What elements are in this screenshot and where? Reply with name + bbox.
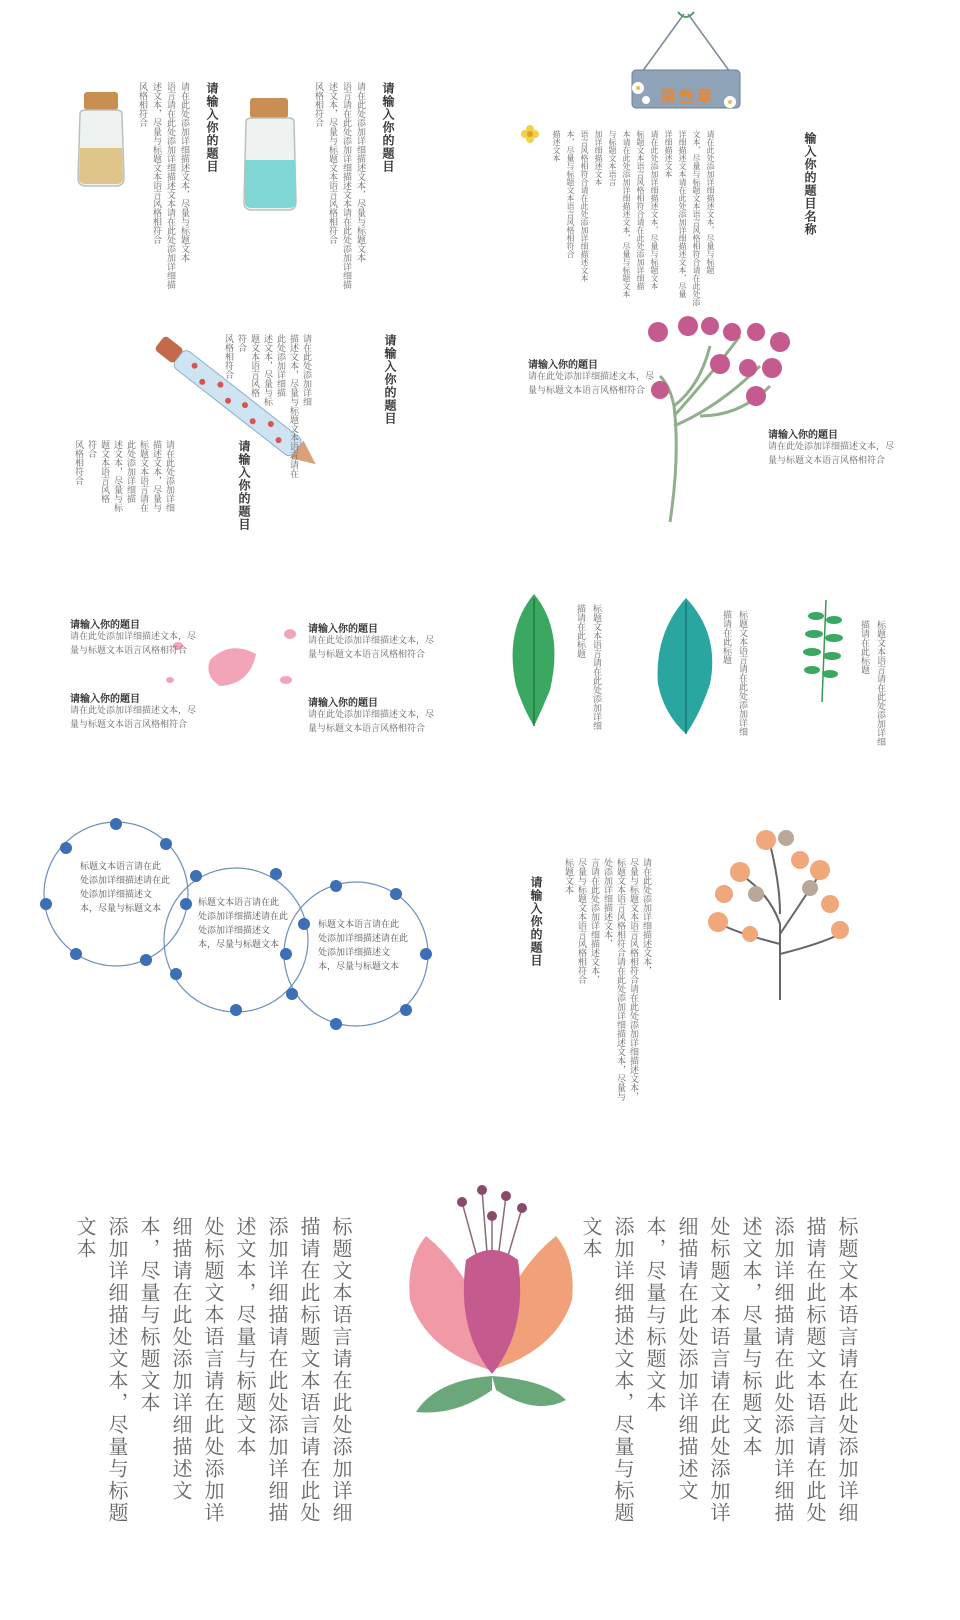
lotus-flower-illustration [396,1180,586,1440]
small-flower-icon [520,124,540,144]
slide-5 [0,580,480,780]
ring-2-line-2: 处添加详细描述请在此 [198,912,289,922]
item-4-line-1: 请在此处添加详细描述文本，尽 [308,710,435,720]
leaf-3-body: 标题文本语言请在此处添加详细 [875,620,885,746]
left-line-5: 处标题文本语言请在此处添加详 [201,1216,225,1524]
s8-line-7: 标题文本 [563,858,573,894]
slide-2 [480,0,960,306]
s2-line-12: 描述文本 [552,130,561,162]
top-block-line-2: 量与标题文本语言风格相符合 [528,386,646,396]
chapter-sign-label: 第叁章 [660,87,715,106]
slide-7 [0,800,480,1040]
s2-line-8: 与标题文本语言 [608,130,617,186]
ring-1-text [80,860,170,916]
bottom-block-line-2: 量与标题文本语言风格相符合 [768,456,886,466]
s3b1-line-2: 描述文本，尽量与标题文本语言请在 [288,334,298,478]
left-line-1: 标题文本语言请在此处添加详细 [329,1216,353,1524]
ring-2-line-1: 标题文本语言请在此 [198,898,280,908]
block-2-line-1: 请在此处添加详细描述文本，尽量与标题文本 [355,82,365,262]
block-2-line-4: 风格相符合 [313,82,323,127]
bottom-block-line-1: 请在此处添加详细描述文本，尽 [768,442,895,452]
ring-1-line-1: 标题文本语言请在此 [80,862,162,872]
slide-3 [0,300,480,550]
ring-1-line-3: 处添加详细描述文 [80,890,153,900]
left-line-2: 描请在此标题文本语言请在此处 [297,1216,321,1524]
block-1-title: 请输入你的题目 [205,82,219,173]
right-line-7: 本，尽量与标题文本 [643,1216,667,1414]
leaf-1-body: 标题文本语言请在此处添加详细 [591,604,601,730]
item-4-title: 请输入你的题目 [308,698,378,709]
gold-bottle-illustration [72,88,132,188]
slide-4 [480,300,960,550]
block-1-title: 请输入你的题目 [383,334,397,425]
block-1-line-1: 请在此处添加详细描述文本，尽量与标题文本 [179,82,189,262]
slide-9 [0,1180,960,1600]
ring-3-text [318,918,408,974]
item-1-line-1: 请在此处添加详细描述文本，尽 [70,632,197,642]
item-2-line-1: 请在此处添加详细描述文本，尽 [308,636,435,646]
block-1-line-2: 语言请在此处添加详细描述文本请在此处添加详细描 [165,82,175,289]
top-block-title: 请输入你的题目 [528,360,598,371]
s3b2-line-2: 描述文本，尽量与 [151,440,161,512]
right-line-8: 添加详细描述文本，尽量与标题 [611,1216,635,1524]
item-3-line-2: 量与标题文本语言风格相符合 [70,720,188,730]
ring-2-line-4: 本，尽量与标题文本 [198,940,280,950]
s8-line-3: 标题文本语言风格相符合请在此处添加详细描述文本，尽量与 [615,858,625,1101]
s2-line-5: 请在此处添加详细描述文本，尽量与标题文本 [650,130,659,290]
ring-3-line-1: 标题文本语言请在此 [318,920,400,930]
slide-8-title: 请输入你的题目 [529,876,543,967]
s3b2-line-4: 此处添加详细描 [125,440,135,503]
slide-2-title: 输入你的题目名称 [803,132,817,236]
leaf-3-title: 描请在此标题 [859,620,869,674]
s2-line-9: 加详细描述文本 [594,130,603,186]
right-line-1: 标题文本语言请在此处添加详细 [835,1216,859,1524]
teal-leaf-illustration [650,594,720,738]
green-leaf-illustration [504,590,564,730]
item-2-line-2: 量与标题文本语言风格相符合 [308,650,426,660]
item-3-title: 请输入你的题目 [70,694,140,705]
right-line-5: 处标题文本语言请在此处添加详 [707,1216,731,1524]
s2-line-6: 标题文本语言风格相符合请在此处添加详细描 [636,130,645,290]
item-3-line-1: 请在此处添加详细描述文本，尽 [70,706,197,716]
slide-8 [480,800,960,1101]
s3b1-line-7: 风格相符合 [223,334,233,379]
left-line-4: 述文本，尽量与标题文本 [233,1216,257,1458]
right-line-2: 描请在此标题文本语言请在此处 [803,1216,827,1524]
ring-3-line-2: 处添加详细描述请在此 [318,934,409,944]
ring-2-text [198,896,288,952]
left-line-3: 添加详细描请在此处添加详细描 [265,1216,289,1524]
s2-line-1: 请在此处添加详细描述文本，尽量与标题 [706,130,715,274]
item-1-title: 请输入你的题目 [70,620,140,631]
slide-6 [480,580,960,780]
left-line-7: 本，尽量与标题文本 [137,1216,161,1414]
s2-line-3: 详细描述文本请在此处添加详细描述文本，尽量 [678,130,687,298]
s3b2-line-1: 请在此处添加详细 [164,440,174,512]
s3b2-line-8: 风格相符合 [73,440,83,485]
s3b2-line-5: 述文本，尽量与标 [112,440,122,512]
top-block-line-1: 请在此处添加详细描述文本，尽 [528,372,655,382]
s8-line-5: 言请在此处添加详细描述文本， [589,858,599,984]
leaf-2-body: 标题文本语言请在此处添加详细 [737,610,747,736]
item-4-line-2: 量与标题文本语言风格相符合 [308,724,426,734]
block-1-line-3: 述文本，尽量与标题文本语言风格相符合 [151,82,161,244]
leaf-1-title: 描请在此标题 [575,604,585,658]
item-2-title: 请输入你的题目 [308,624,378,635]
block-2-title: 请输入你的题目 [237,440,251,531]
s3b2-line-6: 题文本语言风格 [99,440,109,503]
s3b1-line-4: 述文本，尽量与标 [262,334,272,406]
s3b1-line-1: 请在此处添加详细 [301,334,311,406]
s3b2-line-7: 符合 [86,440,96,458]
block-2-line-3: 述文本，尽量与标题文本语言风格相符合 [327,82,337,244]
right-line-9: 文本 [579,1216,603,1260]
ring-2-line-3: 处添加详细描述文 [198,926,271,936]
block-2-line-2: 语言请在此处添加详细描述文本请在此处添加详细描 [341,82,351,289]
ring-3-line-3: 处添加详细描述文 [318,948,391,958]
left-line-9: 文本 [73,1216,97,1260]
s2-line-7: 本请在此处添加详细描述文本，尽量与标题文本 [622,130,631,298]
ring-3-line-4: 本，尽量与标题文本 [318,962,400,972]
s2-line-4: 详细描述文本 [664,130,673,178]
left-line-8: 添加详细描述文本，尽量与标题 [105,1216,129,1524]
block-1-line-4: 风格相符合 [137,82,147,127]
left-line-6: 细描请在此处添加详细描述文 [169,1216,193,1502]
item-1-line-2: 量与标题文本语言风格相符合 [70,646,188,656]
ring-1-line-2: 处添加详细描述请在此 [80,876,171,886]
bottom-block-title: 请输入你的题目 [768,430,838,441]
slide-1 [0,0,480,289]
berry-branch-illustration [640,306,800,526]
s3b2-line-3: 标题文本语言请在 [138,440,148,512]
s8-line-1: 请在此处添加详细描述文本， [641,858,651,975]
s2-line-11: 本，尽量与标题文本语言风格相符合 [566,130,575,258]
orange-tree-illustration [700,824,850,1004]
s2-line-2: 文本，尽量与标题文本语言风格相符合请在此处添 [692,130,701,306]
s2-line-10: 语言风格相符合请在此处添加详细描述文本 [580,130,589,282]
s3b1-line-6: 符合 [236,334,246,352]
right-line-4: 述文本，尽量与标题文本 [739,1216,763,1458]
s8-line-2: 尽量与标题文本语言风格相符合请在此处添加详细描述文本， [628,858,638,1101]
leaf-2-title: 描请在此标题 [721,610,731,664]
s3b1-line-5: 题文本语言风格 [249,334,259,397]
blue-bottle-illustration [238,94,304,214]
right-line-3: 添加详细描请在此处添加详细描 [771,1216,795,1524]
fern-illustration [800,596,850,706]
block-2-title: 请输入你的题目 [381,82,395,173]
ring-1-line-4: 本，尽量与标题文本 [80,904,162,914]
s8-line-6: 尽量与标题文本语言风格相符合 [576,858,586,984]
s8-line-4: 处添加详细描述文本， [602,858,612,948]
s3b1-line-3: 此处添加详细描 [275,334,285,397]
right-line-6: 细描请在此处添加详细描述文 [675,1216,699,1502]
